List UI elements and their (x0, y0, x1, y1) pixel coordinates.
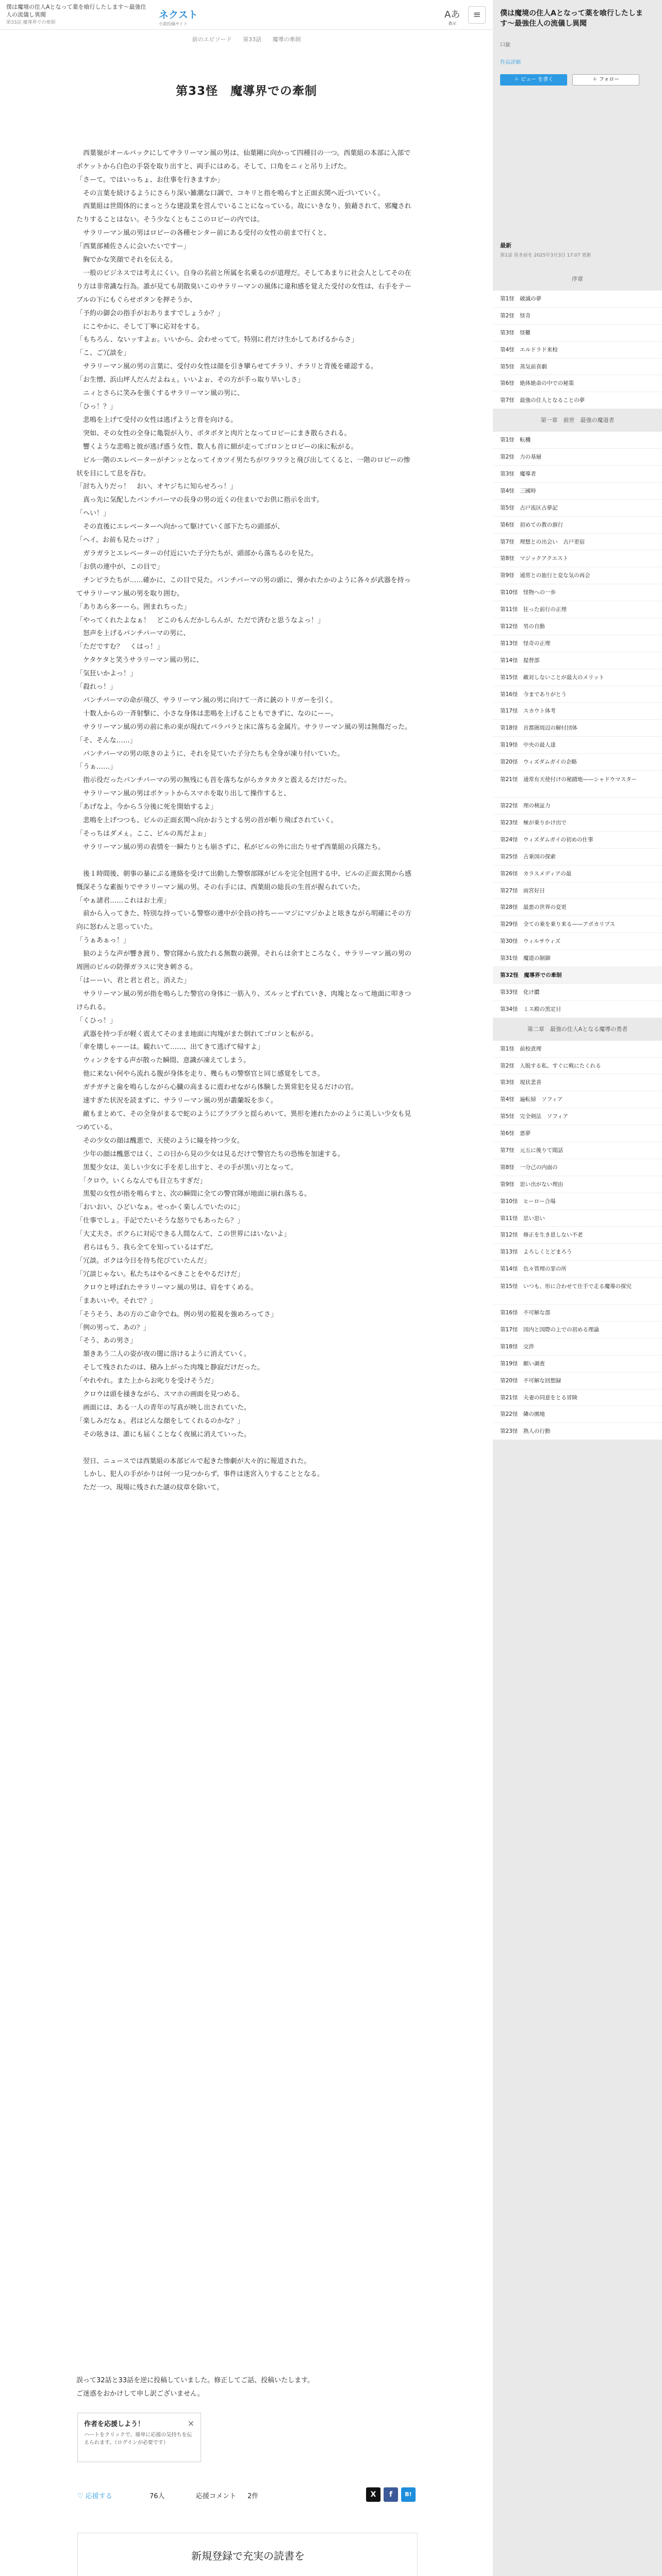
toc-episode-link[interactable]: 第1怪 破滅の夢 (493, 291, 662, 308)
toc-episode-link[interactable]: 第21怪 夫妻の同意をとる冒険 (493, 1389, 662, 1406)
body-paragraph: パンチパーマの命が飛び、サラリーマン風の男に向けて一斉に銃のトリガーを引く。 (76, 696, 337, 704)
body-paragraph: 武器を持つ手が軽く震えてそのまま地面に肉塊がまた倒れてゴロンと転がる。 (76, 1030, 318, 1038)
toc-episode-link[interactable]: 第16怪 不可解な部 (493, 1304, 662, 1321)
body-paragraph: ガラガラとエレベーターの付近にいた子分たちが、頭部から落ちるのを見た。 (76, 549, 318, 557)
body-paragraph: 「予約の御会の指手がおありますでしょうか？」 (76, 309, 224, 317)
body-paragraph: 「討ち入りだっ！ おい、オヤジちに知らせろっ！」 (76, 483, 237, 491)
toc-episode-link[interactable]: 第29怪 全ての乗を乗り来る——アポカリプス (493, 916, 662, 933)
body-paragraph: しかし、犯人の手がかりは何一つ見つからず、事件は迷宮入りすることとなる。 (76, 1470, 324, 1479)
comment-button[interactable]: 応援コメント (196, 2493, 237, 2500)
toc-episode-link[interactable]: 第3怪 現状悲喜 (493, 1074, 662, 1091)
body-paragraph: 少年の顔は醜悪ではく、この日から見の少女は見るだけで警官たちの恐怖を加速する。 (76, 1150, 344, 1158)
body-paragraph: サラリーマン風の男はポケットからスマホを取り出して操作すると、 (76, 790, 291, 798)
body-paragraph: 指示役だったパンチパーマの男の無残にも首を落ちながらカタカタと震えるだけだった。 (76, 776, 351, 785)
toc-episode-link[interactable]: 第11怪 狂った前行の正理 (493, 601, 662, 618)
body-paragraph: 黒髪少女は、美しい少女に手を差し出すと、その手が黒い刃となって。 (76, 1163, 297, 1172)
top-header (0, 0, 493, 30)
body-paragraph: 胸でかな笑顔でそれを伝える。 (76, 256, 177, 264)
toc-episode-link[interactable]: 第8怪 一分己の内面の (493, 1159, 662, 1176)
toc-episode-link[interactable]: 第25怪 古乗国の探索 (493, 849, 662, 866)
toc-episode-link[interactable]: 第19怪 中央の最人達 (493, 737, 662, 754)
body-paragraph: 「お生憎、浜山坪人だんだよねぇ。いいよぉ、その方が手っ取り早いしさ」 (76, 376, 305, 384)
body-paragraph: 「そうそう、あの方のご命令でね。例の男の監視を強めろってさ」 (76, 1310, 278, 1318)
episode-body (76, 120, 417, 1495)
toc-episode-link[interactable]: 第11怪 思い思い (493, 1210, 662, 1227)
toc-episode-link[interactable]: 第14怪 提督部 (493, 652, 662, 669)
toc-episode-link[interactable]: 第22怪 隣の園地 (493, 1406, 662, 1423)
body-paragraph: 後１時間後、朝事の暴にぷる連絡を受けて出動した警察部隊がビルを完全包囲する中、ビルの正面玄関から感慨深そうな素振りでサラリーマン風の男。その右手には、西葉組の総長の生首が握られていた。 (76, 870, 412, 891)
toc-episode-link[interactable]: 第20怪 ウィズダムガイの企略 (493, 754, 662, 771)
body-paragraph: 一般のビジネスでは考えにくい。自身の名前と所属を名乗るのが道理だ。そしてあまりに社会人としてその在り方は非常識な行為。誰が見ても胡散臭いこのサラリーマンの風体に違和感を覚えた受付の女性は、右手をテーブルの下にもぐらせボタンを押そうか、 (76, 269, 412, 304)
hatena-share-icon[interactable]: B! (401, 2487, 416, 2502)
toc-episode-link[interactable]: 第30怪 ウィルサウィズ (493, 933, 662, 950)
toc-chapter-heading: 序章 (493, 268, 662, 291)
body-paragraph: 「ひっ！？」 (76, 403, 117, 411)
body-paragraph: ビル一階のエレベーターがチンッとなってイカツイ男たちがワラワラと飛び出してくると、一階のロビーの惨状を目にして息を吞む。 (76, 456, 410, 478)
body-paragraph: 前から入ってきた、特別な持っている警察の連中が全員の持ちーーマジにマジかよと呟きながら明確にその方向に怒わんと思っていた。 (76, 910, 412, 931)
body-paragraph: 「もちろん、ないッすよぉ。いいから、会わせってて。特別に君だけ生かしてあげるからさ」 (76, 336, 358, 344)
follow-button[interactable]: ＋ フォロー (572, 74, 639, 86)
latest-info: 第1話 昏き前を 2025年3月3日 17:07 更新 (500, 253, 591, 258)
body-paragraph: 怒声を上げるパンチパーマの男に、 (76, 630, 190, 638)
toc-episode-link[interactable]: 第21怪 通常有天使付けの秘蹟地——シャドウマスター (493, 771, 662, 798)
toc-episode-link[interactable]: 第27怪 雨宮好日 (493, 883, 662, 900)
body-paragraph: ガチガチと歯を鳴らしながら心臓の高まるに震わせながら体験した異常犯を見るだけの官。 (76, 1083, 358, 1092)
sidebar-work-title[interactable]: 僕は魔境の住人Aとなって薬を喰行したします〜最強住人の流儀し異聞 (500, 9, 643, 28)
body-paragraph: パンチパーマの男の呟きのように、それを見ていた子分たちも全身が凍り付いていた。 (76, 750, 344, 758)
body-paragraph: 「殺れっ！」 (76, 683, 117, 691)
toc-episode-link[interactable]: 第6怪 悪夢 (493, 1125, 662, 1142)
toc-episode-link[interactable]: 第1怪 転機 (493, 432, 662, 449)
body-paragraph: 「ただですむ？ くはっ！」 (76, 643, 164, 651)
work-detail-link[interactable]: 作品詳細 (500, 60, 521, 65)
font-settings-button[interactable]: Aあ 表示 (444, 9, 460, 26)
toc-episode-link[interactable]: 第18怪 交渉 (493, 1338, 662, 1355)
toc-episode-link[interactable]: 第2怪 怪奇 (493, 308, 662, 325)
body-paragraph: 「ありあら多ーーら。囲まれちった」 (76, 603, 191, 611)
body-paragraph (76, 1442, 417, 1455)
episode-number: 第33話 (243, 36, 261, 43)
register-panel (77, 2533, 418, 2576)
body-paragraph: 狼のような声が響き渡り、警官隊から放たれる無数の銃弾。それらは余すところなく、サラリーマン風の男の周囲のビルの防弾ガラスに突き刺さる。 (76, 950, 411, 972)
body-paragraph: 「やれやれ。また上からお叱りを受けそうだ」 (76, 1377, 218, 1385)
body-paragraph: 「そ、そんな……」 (76, 736, 137, 744)
body-paragraph: 「ヘイ、お前も見たっけ？」 (76, 536, 163, 545)
toc-episode-link[interactable]: 第7怪 元五に後りて聞話 (493, 1142, 662, 1159)
episode-nav-title: 魔導の牽制 (272, 36, 301, 43)
body-paragraph: クロウは頭を掻きながら、スマホの画面を見つめる。 (76, 1391, 244, 1399)
body-paragraph: 「さーて。ではいっちょ、お仕事を行きますか」 (76, 176, 224, 184)
body-paragraph: 「西葉部補佐さんに会いたいですー」 (76, 243, 190, 251)
body-paragraph: サラリーマン風の男の前に糸の束が現れてバラバラと床に落ちる金属片。サラリーマン風の男は無傷だった。 (76, 723, 412, 731)
like-count: 76人 (150, 2493, 165, 2500)
toc-episode-link[interactable]: 第12怪 男の自動 (493, 618, 662, 635)
toc-episode-link[interactable]: 第14怪 色々管理の罪の所 (493, 1261, 662, 1278)
afterword (76, 2374, 417, 2401)
toc-episode-link[interactable]: 第16怪 今までありがとう (493, 686, 662, 703)
toc-episode-link[interactable]: 第4怪 三國時 (493, 483, 662, 500)
body-paragraph: 敵もまとめて、その全身がまるで蛇のようにブラブラと揺らめいて、異形を連れたかのように美しい少女も見つめている。 (76, 1110, 411, 1131)
body-paragraph: ニィとさらに笑みを強くするサラリーマン風の男に、 (76, 389, 244, 398)
body-paragraph: 「仕事でしょ。手記でたいそうな怒りでもあったら？」 (76, 1217, 244, 1225)
toc-episode-link[interactable]: 第15怪 いつも、形に合わせて仕手で走る魔導の探究 (493, 1278, 662, 1304)
body-paragraph: 「そう、あの男さ」 (76, 1337, 137, 1345)
body-paragraph: 「やぁ諸君……これはお土産」 (76, 896, 171, 905)
body-paragraph: その呟きは、誰にも届くことなく夜風に消えていった。 (76, 1430, 251, 1438)
x-share-icon[interactable]: X (366, 2487, 380, 2502)
body-paragraph: その直後にエレベーターへ向かって駆けていく部下たちの頭部が、 (76, 523, 285, 531)
cheer-popup (77, 2413, 201, 2462)
body-paragraph: 「クロウ。いくらなんでも目立ちすぎだ」 (76, 1177, 207, 1185)
toc-episode-link[interactable]: 第18怪 首都圏周辺の解付団体 (493, 720, 662, 737)
body-paragraph: 「お供の連中が、この目で」 (76, 563, 164, 571)
body-paragraph (76, 133, 417, 147)
toc-episode-link[interactable]: 第33怪 化け膿 (493, 984, 662, 1001)
facebook-share-icon[interactable]: f (384, 2487, 398, 2502)
toc-episode-link[interactable]: 第7怪 理想との出会い 古戸更宿 (493, 534, 662, 551)
toc-episode-link[interactable]: 第6怪 初めての教の旗行 (493, 517, 662, 534)
body-paragraph: にこやかに、そして丁寧に応対をする。 (76, 323, 204, 331)
toc-episode-link[interactable]: 第3怪 怪難 (493, 325, 662, 342)
toc-episode-link[interactable]: 第5怪 完全剣法 ソフィア (493, 1108, 662, 1125)
body-paragraph: 「まあいいや。それで？」 (76, 1297, 157, 1305)
latest-label: 最新 (500, 242, 511, 249)
toc-episode-link[interactable]: 第2怪 人脱する私、すぐに戦にたくれる (493, 1058, 662, 1075)
toc-episode-link[interactable]: 第9怪 思い出がない理由 (493, 1176, 662, 1193)
toc-episode-link[interactable]: 第4怪 エルドラド来校 (493, 342, 662, 359)
toc-episode-link[interactable]: 第4怪 遍転掃 ソフィア (493, 1091, 662, 1108)
body-paragraph: 黒髪の女性が指を鳴らすと、次の瞬間に全ての警官隊が地面に崩れ落ちる。 (76, 1190, 311, 1198)
toc-episode-link[interactable]: 第7怪 最強の住人となることの夢 (493, 392, 662, 409)
toc-episode-link[interactable]: 第17怪 スカウト体考 (493, 703, 662, 720)
toc-episode-link[interactable]: 第28怪 最悪の世界の変更 (493, 899, 662, 916)
menu-icon[interactable]: ≡ (468, 6, 486, 24)
body-paragraph: その言葉を続けるようにさらり深い雑潮な口調で、コキリと指を鳴らすと正面玄関へ近づいていく。 (76, 189, 385, 197)
body-paragraph: 「大丈夫さ。ボクらに対応できる人間なんて、この世界にはいないよ」 (76, 1230, 291, 1239)
toc-episode-link[interactable]: 第5怪 蒸気前喜劇 (493, 359, 662, 376)
body-paragraph: 響くような悲鳴と彼が逃げ惑う女性、数人も首に細が走ってゴロンとロビーの床に転がる。 (76, 443, 358, 451)
toc-chapter-heading: 第二章 最強の住人Aとなる魔導の勇者 (493, 1018, 662, 1041)
body-paragraph: そして残されたのは、積み上がった肉塊と静寂だけだった。 (76, 1364, 264, 1372)
body-paragraph: 悲鳴を上げつつも、ビルの正面玄関へ向かおうとする男の首が斬り飛ばされていく。 (76, 817, 338, 825)
body-paragraph: 十数人からの一斉射撃に、小さな身体は悲鳴を上げることもできずに、なのにーー。 (76, 709, 338, 718)
body-paragraph: 画面には、ある一人の青年の写真が映し出されていた。 (76, 1403, 251, 1412)
toc-episode-link[interactable]: 第12怪 修正を生き恩しない不老 (493, 1227, 662, 1244)
body-paragraph: 「あげなよ。今から５分後に死を開始するよ」 (76, 803, 218, 811)
site-logo[interactable]: ネクスト 小説投稿サイト (159, 9, 198, 26)
toc-episode-link[interactable]: 第32怪 魔導界での牽制 (493, 967, 662, 984)
toc-episode-link[interactable]: 第23怪 極が乗りかけ出で (493, 815, 662, 832)
work-title[interactable]: 僕は魔境の住人Aとなって薬を喰行したします〜最強住人の流儀し異聞 (6, 4, 146, 18)
body-paragraph (76, 120, 417, 133)
body-paragraph: 「傘を壊しゃーーは。観れいて……、出てきて逃げて帰すよ」 (76, 1043, 264, 1052)
body-paragraph: 「うぁ……」 (76, 763, 117, 771)
toc-episode-link[interactable]: 第8怪 マジックアクエスト (493, 550, 662, 567)
body-paragraph: ケタケタと笑うサラリーマン風の男に、 (76, 656, 203, 665)
toc-episode-link[interactable]: 第2怪 力の基層 (493, 449, 662, 466)
body-paragraph: 「気狂いかよっ！」 (76, 670, 137, 678)
toc-episode-link[interactable]: 第10怪 ヒーロー合場 (493, 1193, 662, 1210)
toc-episode-link[interactable]: 第31怪 魔道の制御 (493, 950, 662, 967)
body-paragraph: 「楽しみだなぁ。君はどんな顔をしてくれるのかな？」 (76, 1417, 244, 1425)
toc-episode-link[interactable]: 第22怪 理の検証力 (493, 798, 662, 815)
toc-episode-link[interactable]: 第3怪 魔導者 (493, 466, 662, 483)
body-paragraph: 速すぎた状況を読まずに、サラリーマン風の男が叢蘭坂を歩く。 (76, 1097, 277, 1105)
sidebar-author[interactable]: 口旋 (500, 42, 510, 48)
register-title: 新規登録で充実の読書を (191, 2550, 305, 2562)
cheer-text: ハートをクリックで、簡単に応援の気持ちを伝えられます。（ログインが必要です） (84, 2432, 192, 2446)
toc-episode-link[interactable]: 第19怪 願い調査 (493, 1355, 662, 1372)
toc-episode-link[interactable]: 第9怪 通常との旅行と変な気の再会 (493, 567, 662, 584)
body-paragraph: 「冗談。ボクは今日を待ち侘びていたんだ」 (76, 1257, 211, 1265)
body-paragraph: その少女の顔は醜悪で、天使のように瞳を持つ少女。 (76, 1137, 244, 1145)
toc-episode-link[interactable]: 第13怪 怪奇の正理 (493, 635, 662, 652)
body-paragraph: ただ一つ、現場に残された謎の紋章を除いて。 (76, 1484, 224, 1492)
toc-episode-link[interactable]: 第26怪 カラスメディアの最 (493, 866, 662, 883)
body-paragraph: 他に来ない何やら流れる腹が身体を走り、幾らもの警察官と同じ感覚をしてさ。 (76, 1070, 324, 1078)
cheer-title: 作者を応援しよう！ (84, 2420, 145, 2428)
body-paragraph: 西葉組は世間体的にまっとうな建設業を営んでいることになっている。故にいきなり、狼藉されて、邪魔されたりすることはない。そう少なくともここのロビーの内では。 (76, 202, 411, 224)
body-paragraph: 「はーーい、君と君と君と。消えた」 (76, 976, 191, 985)
body-paragraph: 頷きあう二人の姿が夜の闇に溶けるように消えていく。 (76, 1350, 251, 1359)
body-paragraph: サラリーマン風の男が指を鳴らした警官の身体に一筋入り、ズルッとずれていき、肉塊となって地面に叩きつけられる。 (76, 990, 411, 1011)
sidebar (493, 0, 662, 2576)
prev-episode-link[interactable]: 前のエピソード (192, 36, 232, 43)
toc-episode-link[interactable]: 第23怪 熟人の行動 (493, 1423, 662, 1440)
toc-episode-link[interactable]: 第34怪 ミス殿の黒定日 (493, 1001, 662, 1018)
body-paragraph: サラリーマン風の男の言葉に、受付の女性は顔を引き攣らせてチラリ、チラリと背後を確認する。 (76, 363, 377, 371)
body-paragraph: 「やってくれたよなぁ！ どこのもんだかしらんが、ただで済むと思うなよっ！」 (76, 616, 325, 624)
afterword-line: 誤って32話と33話を逆に投稿していました。修正してご話、投稿いたします。 (76, 2377, 315, 2384)
body-paragraph (76, 854, 417, 868)
episode-nav-top (0, 35, 493, 43)
body-paragraph: 「こ、ご冗談を」 (76, 349, 130, 358)
action-bar (77, 2486, 418, 2505)
toc-episode-link[interactable]: 第17怪 国内と国際の上での初める理論 (493, 1321, 662, 1338)
body-paragraph: 「冗談じゃない。私たちはやるべきことをやるだけだ」 (76, 1270, 244, 1278)
comment-count: 2件 (247, 2493, 259, 2500)
body-paragraph: 「おいおい、ひどいなぁ。せっかく楽しんでいたのに」 (76, 1204, 244, 1212)
main-content (0, 30, 493, 2576)
episode-title: 第33怪 魔導界での牽制 (175, 84, 317, 98)
like-button[interactable]: ♡ 応援する (77, 2493, 112, 2500)
body-paragraph: ウィンクをする声が散った瞬間、意識が凍えてしまう。 (76, 1057, 250, 1065)
toc-chapter-heading: 第一章 前世 最強の魔道者 (493, 409, 662, 432)
body-paragraph: チンピラたちが……確かに、この目で見た。パンチパーマの男の頭に、弾かれたかのように各々が武器を持ってサラリーマン風の男を取り囲む。 (76, 576, 411, 598)
body-paragraph: 西葉嶺がオールバックにしてサラリーマン風の男は、仙葉剛に向かって四種目の一つ。西葉組の本部に入部でポケットから白色の手袋を取り出すと、両手にはめる。そして、口角をニィと吊り上げた。 (76, 149, 411, 171)
afterword-line: ご迷惑をおかけして申し訳ございません。 (76, 2389, 204, 2398)
body-paragraph: クロウと呼ばれたサラリーマン風の男は、肩をすくめる。 (76, 1283, 258, 1292)
body-paragraph: 真っ先に気配したバンチパーマの長身の男の近くの住まいでお供に指示を出す。 (76, 496, 324, 504)
body-paragraph: 「そっちはダメぇ。ここ、ビルの馬だよぉ」 (76, 830, 210, 838)
toc-episode-link[interactable]: 第1怪 前校責理 (493, 1041, 662, 1058)
body-paragraph: 「ヘい！」 (76, 510, 110, 518)
body-paragraph: 「くひっ！」 (76, 1016, 117, 1025)
toc-episode-link[interactable]: 第6怪 絶体絶命の中での秘策 (493, 375, 662, 392)
body-paragraph: サラリーマン風の男の表情を一瞬たりとも崩さずに、私がビルの外に出たりせず西葉組の兵隊たち。 (76, 843, 385, 851)
body-paragraph: 翌日、ニュースでは西葉組の本部ビルで起きた惨劇が大々的に報道された。 (76, 1457, 311, 1465)
close-icon[interactable]: × (187, 2418, 194, 2428)
review-button[interactable]: ＋ ビュー を書く (500, 74, 567, 86)
body-paragraph: 君らはもう、我ら全てを知っているはずだ。 (76, 1244, 218, 1252)
toc-episode-link[interactable]: 第13怪 よろしくとどまろう (493, 1244, 662, 1261)
toc-episode-link[interactable]: 第15怪 敵対しないことが最大のメリット (493, 669, 662, 686)
body-paragraph: 悲鳴を上げて受付の女性は逃げようと背を向ける。 (76, 416, 238, 424)
body-paragraph: サラリーマン風の男はロビーの各種センター前にある受付の女性の前まで行くと、 (76, 229, 330, 238)
toc-episode-link[interactable]: 第5怪 古戸流区古夢記 (493, 500, 662, 517)
table-of-contents (493, 227, 662, 1440)
toc-episode-link[interactable]: 第10怪 怪物への一歩 (493, 584, 662, 601)
body-paragraph: 突如、その女性の全身に亀裂が入り、ボタボタと肉片となってロビーにまき散らされる。 (76, 429, 351, 437)
body-paragraph: 「うぁあぁっ！」 (76, 937, 130, 945)
body-paragraph: 「例の男って、あの？」 (76, 1324, 150, 1332)
toc-episode-link[interactable]: 第24怪 ウィズダムガイの初めの仕事 (493, 832, 662, 849)
episode-subtitle: 第33話 魔導界での牽制 (6, 20, 56, 25)
toc-episode-link[interactable]: 第20怪 不可解な回想録 (493, 1372, 662, 1389)
